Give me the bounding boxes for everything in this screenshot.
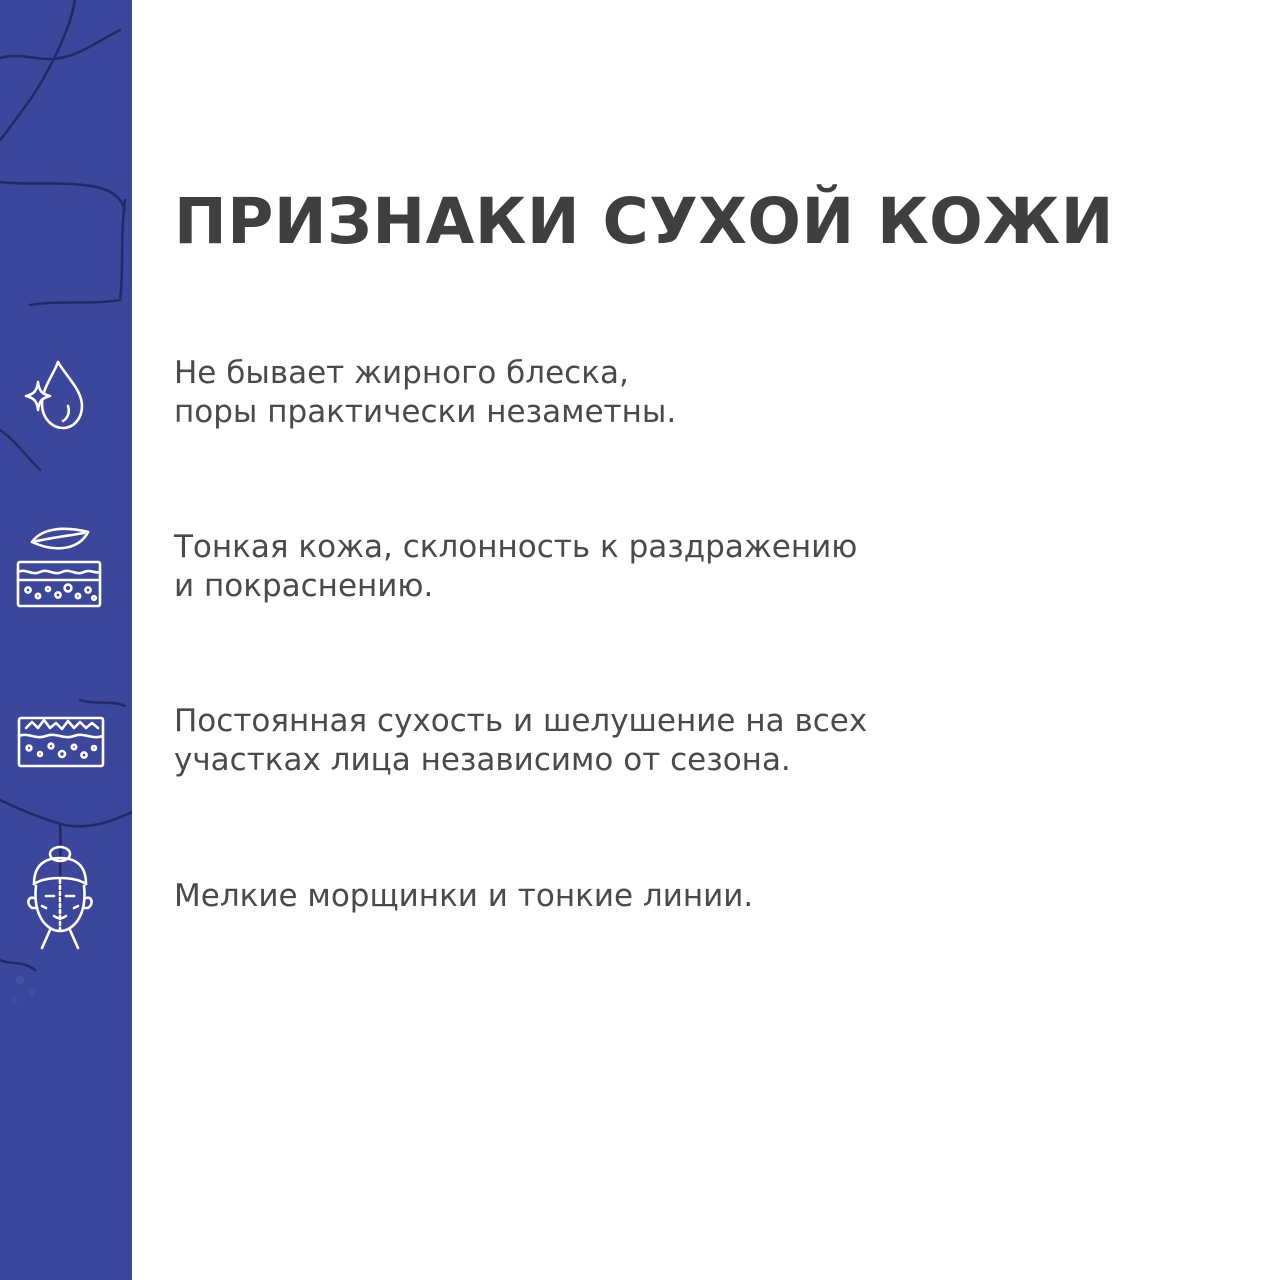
leaf-skin-layers-icon (14, 522, 104, 612)
flaky-skin-layers-icon (16, 714, 106, 770)
decorative-sidebar (0, 0, 132, 1280)
sign-item-text: Мелкие морщинки и тонкие линии. (174, 878, 754, 914)
sign-item-text: Не бывает жирного блеска, поры практически незаметны. (174, 355, 677, 430)
sign-item-text: Тонкая кожа, склонность к раздражению и покраснению. (174, 529, 858, 604)
page-title: ПРИЗНАКИ СУХОЙ КОЖИ (174, 185, 1115, 258)
sign-item-text: Постоянная сухость и шелушение на всех участках лица независимо от сезона. (174, 703, 868, 778)
water-drop-sparkle-icon (20, 356, 86, 432)
face-wrinkles-icon (20, 844, 100, 952)
cracked-texture (0, 0, 132, 1280)
